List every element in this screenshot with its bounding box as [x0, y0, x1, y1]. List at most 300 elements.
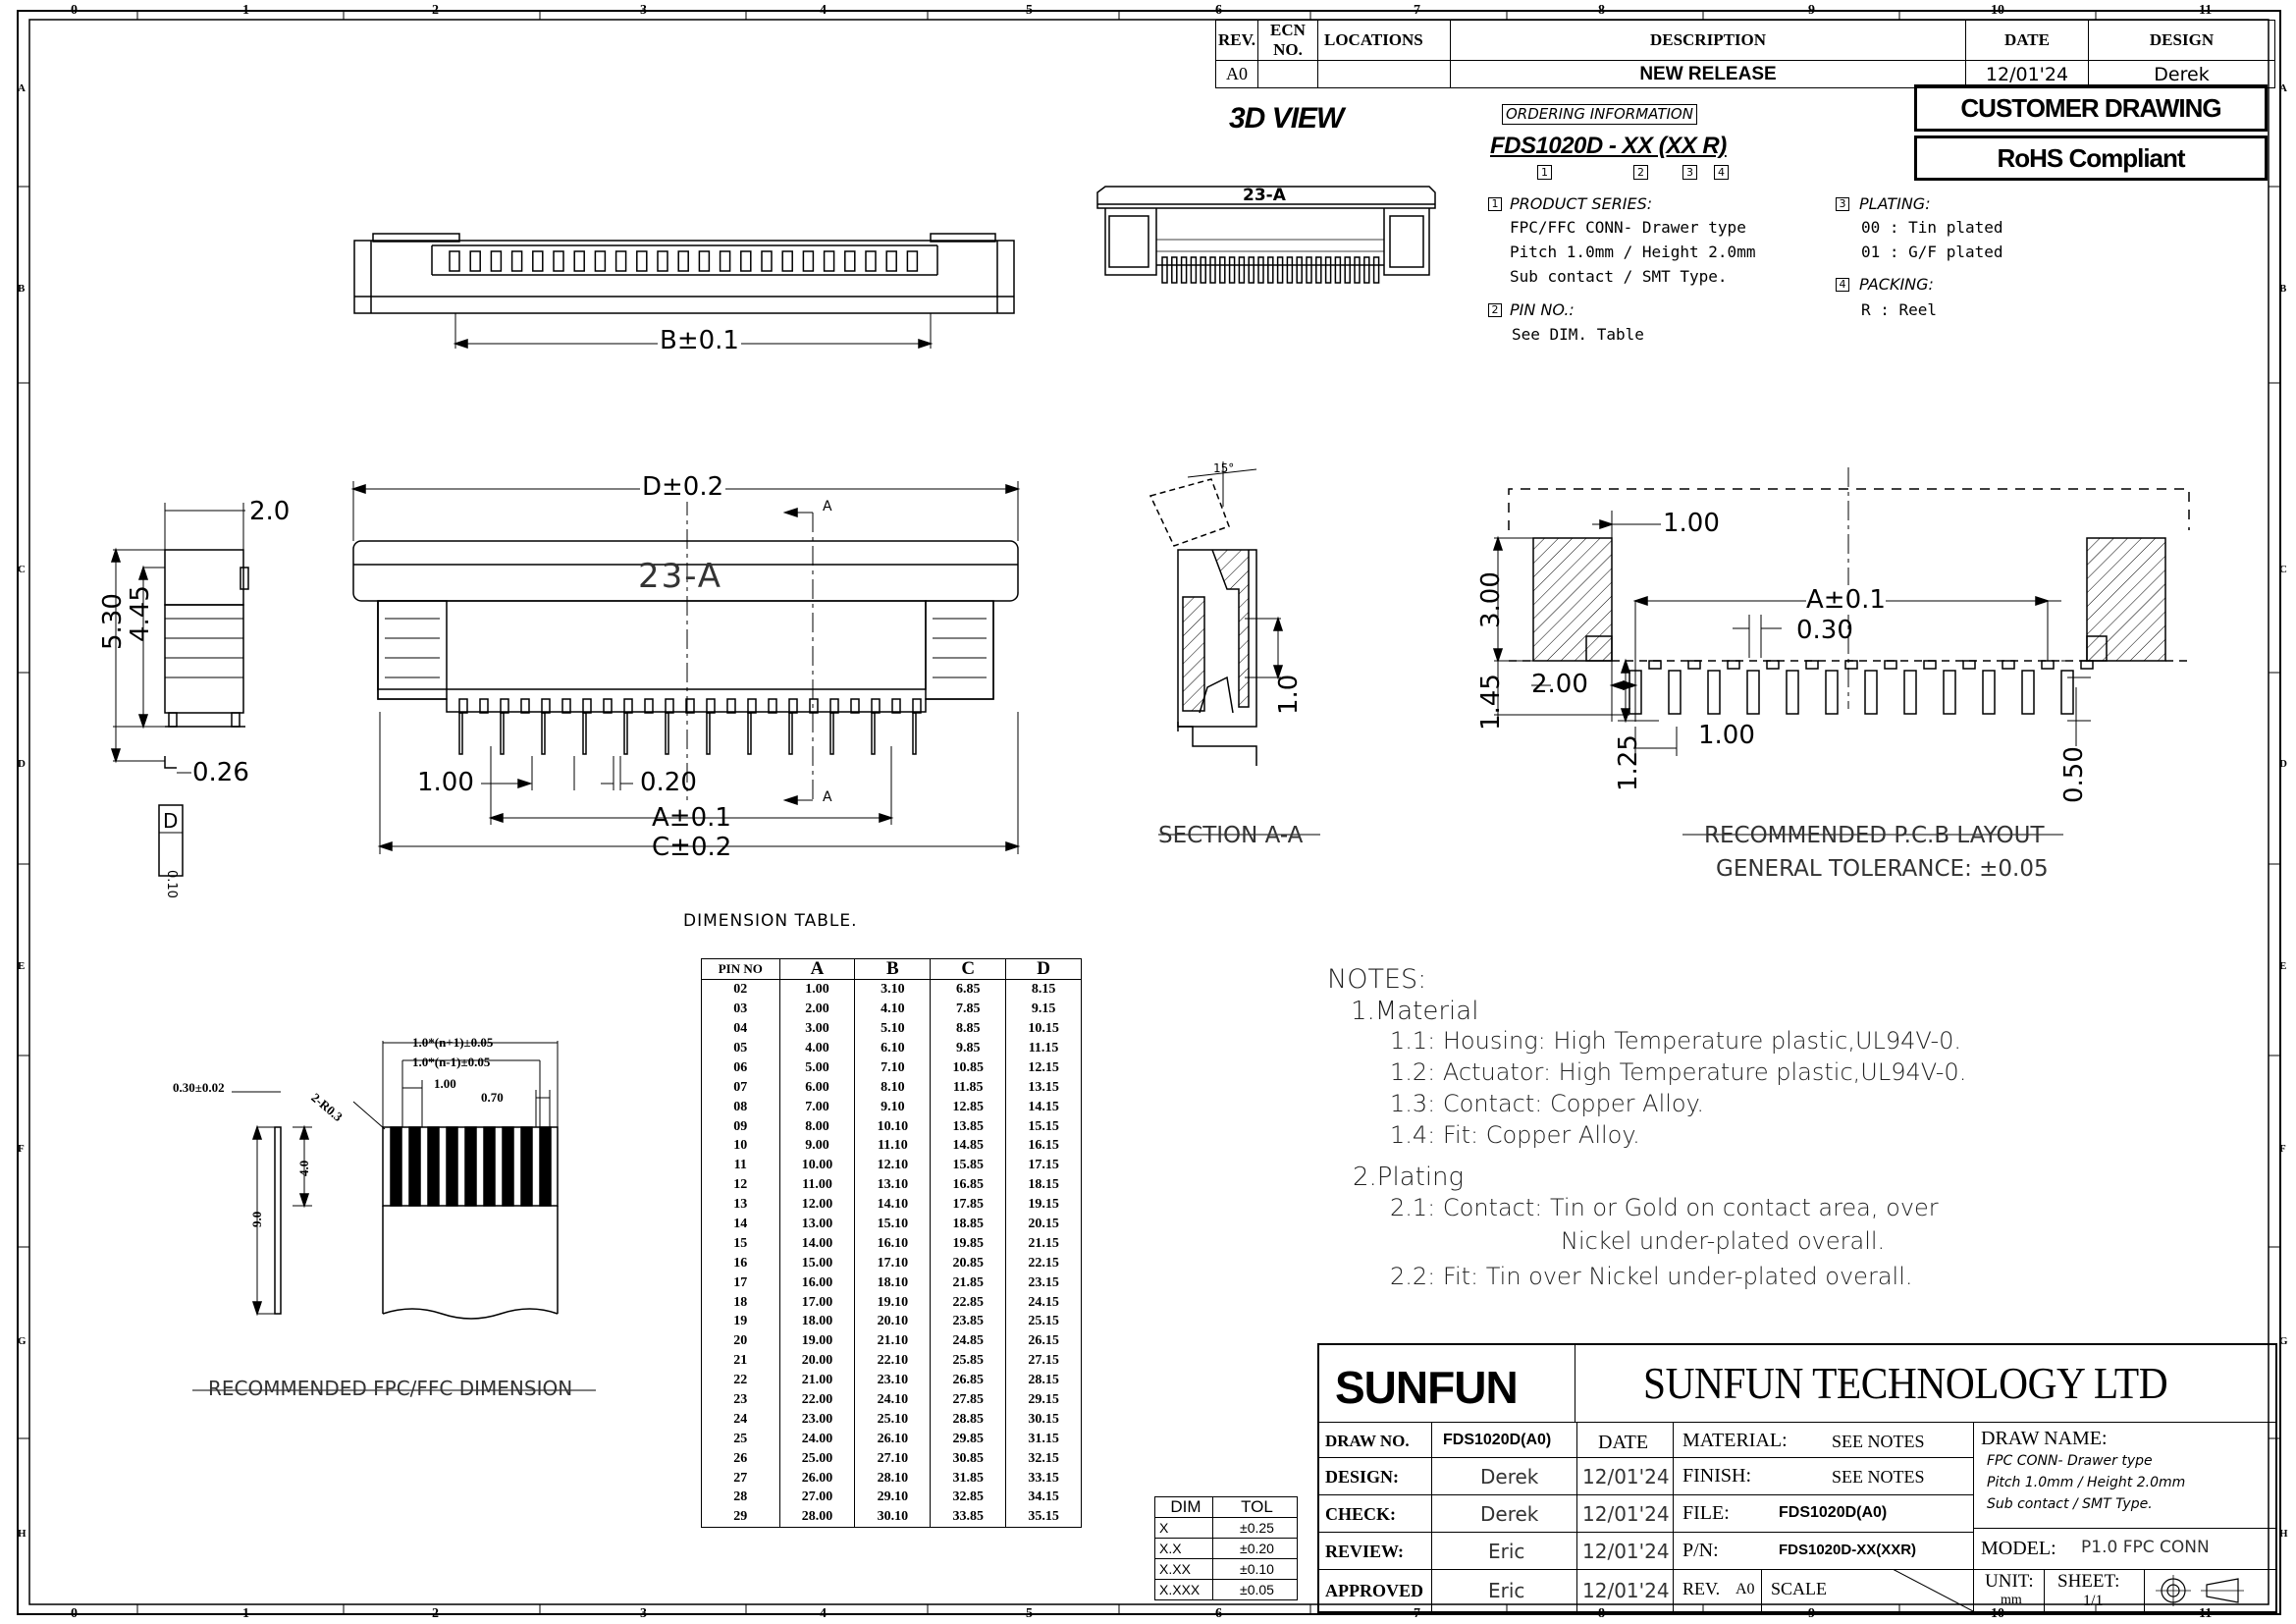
dimension-cell: 15.00 [779, 1253, 855, 1272]
dimension-row [702, 1116, 1082, 1136]
dimension-row [702, 1429, 1082, 1448]
dimension-cell: 16.00 [779, 1272, 855, 1292]
draw-no-label: DRAW NO. [1325, 1432, 1410, 1450]
section-mark-bottom: A [823, 789, 832, 805]
pin-no-value: See DIM. Table [1512, 325, 1644, 344]
dimension-cell: 14 [702, 1215, 780, 1234]
model-label: MODEL: [1981, 1538, 2056, 1559]
zone-row-label: F [2279, 1143, 2286, 1155]
dimension-cell: 13.85 [931, 1116, 1006, 1136]
dimension-cell: 24.10 [855, 1390, 931, 1410]
dim-header-d: D [1006, 959, 1082, 980]
fpc-dim-4-0: 4.0 [296, 1160, 311, 1176]
dimension-row [702, 1331, 1082, 1351]
dimension-cell: 21.10 [855, 1331, 931, 1351]
d-dimension: D±0.2 [642, 472, 724, 502]
dimension-row [702, 1253, 1082, 1272]
zone-column-label: 8 [1598, 3, 1605, 18]
zone-column-label: 10 [1991, 1606, 2004, 1621]
dimension-cell: 13.00 [779, 1215, 855, 1234]
plating-line-2: 01 : G/F plated [1861, 243, 2003, 261]
dimension-cell: 13.15 [1006, 1077, 1082, 1097]
zone-column-label: 6 [1215, 3, 1222, 18]
packing-label: PACKING: [1859, 275, 1934, 294]
fpc-dim-n-minus-1: 1.0*(n-1)±0.05 [412, 1055, 491, 1069]
zone-column-label: 11 [2199, 3, 2213, 18]
dim-header-b: B [855, 959, 931, 980]
dimension-cell: 25.15 [1006, 1312, 1082, 1331]
dimension-row [702, 1468, 1082, 1488]
dimension-row [702, 1507, 1082, 1527]
dimension-cell: 15.85 [931, 1156, 1006, 1175]
tolerance-row [1155, 1518, 1298, 1539]
dim-0-10: 0.10 [164, 870, 179, 898]
dimension-cell: 21 [702, 1351, 780, 1371]
dimension-cell: 21.15 [1006, 1233, 1082, 1253]
dimension-cell: 6.85 [931, 979, 1006, 999]
rohs-box: RoHS Compliant [1914, 135, 2268, 181]
tolerance-cell: ±0.25 [1213, 1518, 1298, 1539]
dimension-cell: 4.00 [779, 1039, 855, 1058]
approved-value: Eric [1488, 1579, 1525, 1602]
view-3d-title: 3D VIEW [1229, 102, 1344, 135]
fpc-dim-r: 2-R0.3 [308, 1090, 346, 1124]
dimension-cell: 25 [702, 1429, 780, 1448]
dimension-cell: 8.10 [855, 1077, 931, 1097]
design-date: 12/01'24 [1582, 1465, 1670, 1489]
tolerance-row [1155, 1539, 1298, 1559]
zone-column-label: 9 [1808, 3, 1815, 18]
dimension-cell: 30.10 [855, 1507, 931, 1527]
approved-date: 12/01'24 [1582, 1579, 1670, 1602]
dimension-cell: 16.85 [931, 1175, 1006, 1195]
zone-row-label: F [18, 1143, 25, 1155]
zone-row-label: D [2279, 758, 2287, 770]
dimension-cell: 28.00 [779, 1507, 855, 1527]
dimension-cell: 19.00 [779, 1331, 855, 1351]
dimension-cell: 16.15 [1006, 1136, 1082, 1156]
pn-label: P/N: [1682, 1540, 1719, 1561]
logo: SUNFUN [1335, 1362, 1518, 1413]
dimension-cell: 19.15 [1006, 1195, 1082, 1215]
zone-column-label: 0 [71, 1606, 78, 1621]
dimension-cell: 22.85 [931, 1292, 1006, 1312]
projection-symbol-icon [2150, 1575, 2268, 1606]
dimension-row [702, 1000, 1082, 1019]
dimension-cell: 21.85 [931, 1272, 1006, 1292]
dimension-cell: 27 [702, 1468, 780, 1488]
dimension-cell: 13.10 [855, 1175, 931, 1195]
tolerance-table [1154, 1496, 1298, 1600]
draw-no-value: FDS1020D(A0) [1443, 1432, 1552, 1448]
zone-row-label: A [2279, 82, 2287, 94]
dimension-cell: 23.00 [779, 1409, 855, 1429]
dimension-cell: 5.10 [855, 1019, 931, 1039]
dimension-row [702, 1039, 1082, 1058]
dimension-cell: 24 [702, 1409, 780, 1429]
dimension-cell: 20 [702, 1331, 780, 1351]
plating-title: 2.Plating [1353, 1163, 1465, 1192]
dimension-cell: 32.85 [931, 1488, 1006, 1507]
review-label: REVIEW: [1325, 1542, 1405, 1561]
dimension-cell: 28.85 [931, 1409, 1006, 1429]
dimension-cell: 14.10 [855, 1195, 931, 1215]
zone-column-label: 11 [2199, 1606, 2213, 1621]
rev-label: REV. [1682, 1579, 1721, 1598]
fpc-dim-0-30: 0.30±0.02 [173, 1080, 225, 1095]
connector-marking-3d: 23-A [1243, 186, 1286, 205]
dimension-cell: 6.00 [779, 1077, 855, 1097]
dimension-row [702, 1351, 1082, 1371]
dimension-row [702, 1272, 1082, 1292]
dimension-cell: 31.85 [931, 1468, 1006, 1488]
section-title: SECTION A-A [1158, 823, 1304, 848]
section-view [1150, 461, 1320, 835]
model-value: P1.0 FPC CONN [2081, 1538, 2210, 1557]
marker-1-small: 1 [1488, 197, 1502, 211]
zone-column-label: 3 [640, 1606, 647, 1621]
check-date: 12/01'24 [1582, 1502, 1670, 1526]
dimension-row [702, 1077, 1082, 1097]
dimension-cell: 18.10 [855, 1272, 931, 1292]
dimension-cell: 26 [702, 1448, 780, 1468]
dimension-cell: 28.15 [1006, 1371, 1082, 1390]
dimension-cell: 16.10 [855, 1233, 931, 1253]
dimension-cell: 8.85 [931, 1019, 1006, 1039]
dimension-cell: 15.10 [855, 1215, 931, 1234]
dimension-cell: 20.00 [779, 1351, 855, 1371]
dimension-cell: 12 [702, 1175, 780, 1195]
dimension-cell: 19.10 [855, 1292, 931, 1312]
dimension-cell: 05 [702, 1039, 780, 1058]
dimension-cell: 2.00 [779, 1000, 855, 1019]
ecn-header: ECN NO. [1258, 21, 1318, 61]
review-date: 12/01'24 [1582, 1540, 1670, 1563]
tolerance-cell: X.XX [1155, 1559, 1213, 1580]
fpc-dim-n-plus-1: 1.0*(n+1)±0.05 [412, 1035, 494, 1050]
dimension-cell: 14.85 [931, 1136, 1006, 1156]
dimension-cell: 18.85 [931, 1215, 1006, 1234]
check-label: CHECK: [1325, 1504, 1396, 1524]
material-item-3: 1.3: Contact: Copper Alloy. [1390, 1090, 1704, 1117]
pcb-dim-a: A±0.1 [1806, 585, 1886, 615]
dimension-row [702, 1175, 1082, 1195]
dimension-cell: 1.00 [779, 979, 855, 999]
pcb-dim-2-00: 2.00 [1531, 670, 1588, 699]
c-dimension: C±0.2 [652, 833, 732, 862]
product-series-line-1: FPC/FFC CONN- Drawer type [1510, 218, 1746, 237]
dimension-cell: 20.10 [855, 1312, 931, 1331]
dimension-row [702, 1488, 1082, 1507]
plating-item-1b: Nickel under-plated overall. [1561, 1227, 1886, 1255]
dimension-cell: 19 [702, 1312, 780, 1331]
material-value: SEE NOTES [1832, 1432, 1925, 1451]
draw-name-line-3: Sub contact / SMT Type. [1987, 1496, 2153, 1512]
dimension-cell: 26.10 [855, 1429, 931, 1448]
dimension-cell: 25.00 [779, 1448, 855, 1468]
design-header: DESIGN [2089, 21, 2275, 61]
zone-column-label: 4 [820, 1606, 827, 1621]
zone-column-label: 1 [242, 1606, 249, 1621]
fpc-dim-0-70: 0.70 [481, 1090, 504, 1105]
dimension-row [702, 1215, 1082, 1234]
connector-marking: 23-A [638, 557, 723, 596]
notes-title: NOTES: [1327, 964, 1427, 995]
dimension-table-title: DIMENSION TABLE. [683, 911, 858, 931]
dimension-cell: 31.15 [1006, 1429, 1082, 1448]
dim-header-c: C [931, 959, 1006, 980]
marker-3-small: 3 [1836, 197, 1849, 211]
material-label: MATERIAL: [1682, 1430, 1788, 1451]
dimension-row [702, 1057, 1082, 1077]
pcb-title: RECOMMENDED P.C.B LAYOUT [1704, 823, 2045, 848]
b-dimension: B±0.1 [660, 326, 739, 355]
zone-column-label: 3 [640, 3, 647, 18]
pitch-1-00: 1.00 [417, 768, 474, 797]
zone-row-label: C [18, 564, 26, 575]
tolerance-row [1155, 1580, 1298, 1600]
zone-column-label: 1 [242, 3, 249, 18]
dimension-cell: 08 [702, 1097, 780, 1116]
dimension-row [702, 1233, 1082, 1253]
zone-column-label: 7 [1414, 3, 1420, 18]
dimension-cell: 12.10 [855, 1156, 931, 1175]
pcb-dim-1-00-bottom: 1.00 [1698, 721, 1755, 750]
dimension-cell: 27.00 [779, 1488, 855, 1507]
title-block [1317, 1343, 2277, 1613]
a-dimension: A±0.1 [652, 803, 731, 833]
dimension-cell: 02 [702, 979, 780, 999]
dim-1-0: 1.0 [1274, 674, 1304, 715]
plating-label: PLATING: [1859, 194, 1931, 213]
dimension-cell: 29.10 [855, 1488, 931, 1507]
pcb-dim-0-50: 0.50 [2059, 746, 2089, 803]
dimension-cell: 24.15 [1006, 1292, 1082, 1312]
product-series-label: PRODUCT SERIES: [1510, 194, 1653, 213]
marker-3: 3 [1682, 165, 1697, 180]
tolerance-cell: X.XXX [1155, 1580, 1213, 1600]
dimension-row [702, 1292, 1082, 1312]
customer-drawing-box: CUSTOMER DRAWING [1914, 84, 2268, 132]
zone-column-label: 10 [1991, 3, 2004, 18]
dimension-cell: 20.85 [931, 1253, 1006, 1272]
material-item-4: 1.4: Fit: Copper Alloy. [1390, 1121, 1640, 1149]
zone-row-label: E [18, 960, 26, 972]
design-value: Derek [2089, 61, 2275, 88]
dimension-cell: 11 [702, 1156, 780, 1175]
dimension-cell: 6.10 [855, 1039, 931, 1058]
pin-no-label: PIN NO.: [1510, 300, 1575, 319]
finish-value: SEE NOTES [1832, 1467, 1925, 1487]
scale-diagonal [1893, 1569, 1973, 1611]
pcb-tolerance: GENERAL TOLERANCE: ±0.05 [1716, 856, 2049, 882]
dimension-cell: 04 [702, 1019, 780, 1039]
description-value: NEW RELEASE [1451, 61, 1966, 88]
dimension-cell: 10.00 [779, 1156, 855, 1175]
check-value: Derek [1480, 1502, 1539, 1526]
section-mark-top: A [823, 499, 832, 514]
design-value: Derek [1480, 1465, 1539, 1489]
finish-label: FINISH: [1682, 1465, 1752, 1487]
dimension-cell: 12.15 [1006, 1057, 1082, 1077]
date-value: 12/01'24 [1966, 61, 2089, 88]
zone-column-label: 9 [1808, 1606, 1815, 1621]
dimension-cell: 19.85 [931, 1233, 1006, 1253]
plating-item-2: 2.2: Fit: Tin over Nickel under-plated overall. [1390, 1263, 1913, 1290]
zone-column-label: 2 [432, 3, 439, 18]
zone-row-label: B [18, 283, 26, 295]
pcb-dim-0-30: 0.30 [1796, 616, 1853, 645]
dimension-cell: 11.85 [931, 1077, 1006, 1097]
dimension-cell: 23.10 [855, 1371, 931, 1390]
dimension-row [702, 1312, 1082, 1331]
zone-column-label: 5 [1026, 3, 1033, 18]
pcb-dim-3-00: 3.00 [1476, 571, 1506, 628]
locations-header: LOCATIONS [1318, 21, 1451, 61]
dimension-cell: 11.00 [779, 1175, 855, 1195]
date-header: DATE [1966, 21, 2089, 61]
dimension-cell: 26.85 [931, 1371, 1006, 1390]
dimension-cell: 23 [702, 1390, 780, 1410]
zone-column-label: 4 [820, 3, 827, 18]
dimension-cell: 22.10 [855, 1351, 931, 1371]
tol-header-tol: TOL [1213, 1497, 1298, 1518]
dimension-cell: 18 [702, 1292, 780, 1312]
plating-line-1: 00 : Tin plated [1861, 218, 2003, 237]
dimension-cell: 17 [702, 1272, 780, 1292]
dimension-cell: 30.15 [1006, 1409, 1082, 1429]
dimension-cell: 27.10 [855, 1448, 931, 1468]
dimension-cell: 9.00 [779, 1136, 855, 1156]
marker-2: 2 [1633, 165, 1648, 180]
pcb-dim-1-25: 1.25 [1614, 734, 1643, 791]
dimension-row [702, 1097, 1082, 1116]
material-title: 1.Material [1351, 997, 1479, 1026]
design-label: DESIGN: [1325, 1467, 1400, 1487]
dimension-cell: 29.85 [931, 1429, 1006, 1448]
dimension-cell: 16 [702, 1253, 780, 1272]
file-value: FDS1020D(A0) [1779, 1504, 1888, 1521]
dimension-cell: 18.15 [1006, 1175, 1082, 1195]
dimension-cell: 5.00 [779, 1057, 855, 1077]
side-view [112, 503, 248, 876]
zone-row-label: A [18, 82, 26, 94]
dimension-cell: 4.10 [855, 1000, 931, 1019]
fpc-title: RECOMMENDED FPC/FFC DIMENSION [208, 1377, 573, 1400]
dimension-cell: 23.85 [931, 1312, 1006, 1331]
product-series-line-3: Sub contact / SMT Type. [1510, 267, 1728, 286]
dim-5-30: 5.30 [98, 593, 128, 650]
dimension-cell: 22.00 [779, 1390, 855, 1410]
zone-row-label: D [18, 758, 26, 770]
company-name: SUNFUN TECHNOLOGY LTD [1643, 1358, 2168, 1408]
plating-item-1a: 2.1: Contact: Tin or Gold on contact area, over [1390, 1194, 1939, 1221]
dimension-cell: 25.10 [855, 1409, 931, 1429]
dim-4-45: 4.45 [126, 585, 155, 642]
packing-value: R : Reel [1861, 300, 1938, 319]
zone-row-label: H [2279, 1528, 2288, 1540]
dimension-cell: 33.85 [931, 1507, 1006, 1527]
pcb-dim-1-00-top: 1.00 [1663, 509, 1720, 538]
dimension-cell: 09 [702, 1116, 780, 1136]
d-mark: D [163, 809, 179, 833]
dimension-cell: 3.10 [855, 979, 931, 999]
product-series-line-2: Pitch 1.0mm / Height 2.0mm [1510, 243, 1756, 261]
dimension-cell: 22 [702, 1371, 780, 1390]
dimension-cell: 12.00 [779, 1195, 855, 1215]
dimension-cell: 06 [702, 1057, 780, 1077]
marker-4: 4 [1714, 165, 1729, 180]
dimension-cell: 23.15 [1006, 1272, 1082, 1292]
file-label: FILE: [1682, 1502, 1730, 1524]
draw-name-line-1: FPC CONN- Drawer type [1987, 1453, 2153, 1469]
zone-row-label: C [2279, 564, 2287, 575]
dimension-cell: 34.15 [1006, 1488, 1082, 1507]
dimension-cell: 9.85 [931, 1039, 1006, 1058]
dimension-cell: 25.85 [931, 1351, 1006, 1371]
dimension-cell: 20.15 [1006, 1215, 1082, 1234]
dimension-cell: 7.10 [855, 1057, 931, 1077]
ordering-part-number: FDS1020D - XX (XX R) [1490, 133, 1727, 159]
dimension-cell: 7.00 [779, 1097, 855, 1116]
dimension-cell: 9.15 [1006, 1000, 1082, 1019]
zone-column-label: 6 [1215, 1606, 1222, 1621]
dimension-row [702, 1448, 1082, 1468]
dimension-cell: 26.00 [779, 1468, 855, 1488]
dimension-cell: 21.00 [779, 1371, 855, 1390]
rev-value: A0 [1735, 1581, 1755, 1597]
dimension-cell: 35.15 [1006, 1507, 1082, 1527]
zone-row-label: B [2279, 283, 2287, 295]
tolerance-cell: ±0.10 [1213, 1559, 1298, 1580]
dim-0-26: 0.26 [192, 758, 249, 787]
dimension-cell: 15 [702, 1233, 780, 1253]
dimension-cell: 8.00 [779, 1116, 855, 1136]
approved-label: APPROVED [1325, 1581, 1423, 1600]
dimension-cell: 10.10 [855, 1116, 931, 1136]
dimension-table [701, 958, 1082, 1528]
draw-name-line-2: Pitch 1.0mm / Height 2.0mm [1987, 1475, 2186, 1490]
dimension-cell: 24.00 [779, 1429, 855, 1448]
ordering-info-title: ORDERING INFORMATION [1502, 104, 1697, 125]
dimension-cell: 9.10 [855, 1097, 931, 1116]
dimension-cell: 17.10 [855, 1253, 931, 1272]
dimension-cell: 14.00 [779, 1233, 855, 1253]
dimension-cell: 24.85 [931, 1331, 1006, 1351]
dimension-row [702, 1409, 1082, 1429]
dimension-cell: 3.00 [779, 1019, 855, 1039]
marker-1: 1 [1537, 165, 1552, 180]
dim-0-20: 0.20 [640, 768, 697, 797]
unit-value: mm [2001, 1593, 2022, 1607]
dimension-row [702, 1195, 1082, 1215]
dimension-cell: 22.15 [1006, 1253, 1082, 1272]
dimension-cell: 30.85 [931, 1448, 1006, 1468]
front-view [353, 481, 1018, 854]
zone-row-label: G [2279, 1335, 2288, 1347]
zone-column-label: 0 [71, 3, 78, 18]
scale-label: SCALE [1771, 1579, 1828, 1598]
dimension-cell: 28 [702, 1488, 780, 1507]
dimension-cell: 33.15 [1006, 1468, 1082, 1488]
dim-2-0: 2.0 [249, 497, 291, 526]
tolerance-cell: ±0.05 [1213, 1580, 1298, 1600]
dimension-row [702, 1371, 1082, 1390]
tol-header-dim: DIM [1155, 1497, 1213, 1518]
dimension-row [702, 1136, 1082, 1156]
dimension-row [702, 979, 1082, 999]
dimension-cell: 18.00 [779, 1312, 855, 1331]
